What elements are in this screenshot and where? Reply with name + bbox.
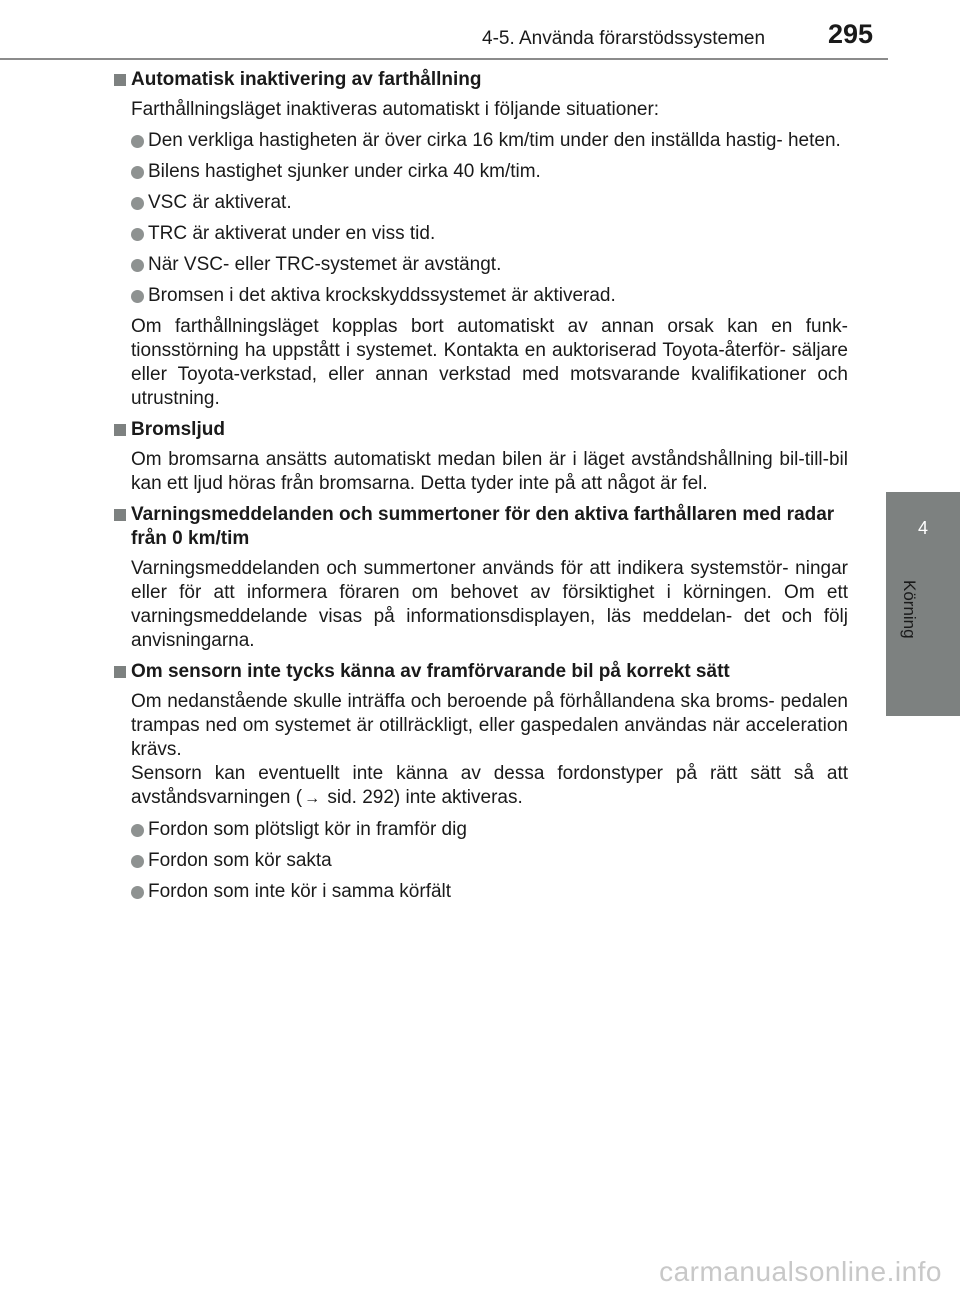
circle-bullet-icon [131, 259, 144, 272]
list-item-text: Fordon som inte kör i samma körfält [148, 881, 452, 902]
right-arrow-icon: → [304, 790, 321, 807]
list-item-text: Den verkliga hastigheten är över cirka 16 km/tim under den inställda hastig- heten. [148, 130, 841, 151]
section-intro: Om nedanstående skulle inträffa och beroende på förhållandena ska broms- pedalen trampas ned om systemet är otillräckligt, eller gaspedalen användas när acceleration krävs. [131, 691, 848, 760]
intro2-text-before: Sensorn kan eventuellt inte känna av dessa fordonstyper på rätt sätt så att avståndsvarningen ( [131, 763, 848, 808]
square-bullet-icon [114, 424, 126, 436]
circle-bullet-icon [131, 855, 144, 868]
page-reference-link[interactable]: sid. 292) inte aktiveras. [327, 787, 523, 808]
circle-bullet-icon [131, 886, 144, 899]
list-item [112, 129, 848, 153]
section-auto-deactivation [112, 68, 848, 411]
list-item [112, 880, 848, 904]
section-heading [112, 68, 848, 92]
section-heading-text: Varningsmeddelanden och summertoner för den aktiva farthållaren med radar från 0 km/tim [131, 504, 835, 549]
square-bullet-icon [114, 74, 126, 86]
page-header [0, 0, 960, 60]
section-intro: Om bromsarna ansätts automatiskt medan bilen är i läget avståndshållning bil-till-bil kan ett ljud höras från bromsarna. Detta tyder inte på att något är fel. [131, 449, 848, 494]
list-item-text: TRC är aktiverat under en viss tid. [148, 223, 436, 244]
section-sensor [112, 660, 848, 904]
section-heading [112, 503, 848, 551]
list-item [112, 818, 848, 842]
chapter-number: 4 [917, 518, 928, 538]
list-item [112, 284, 848, 308]
list-item [112, 222, 848, 246]
list-item-text: Bromsen i det aktiva krockskyddssystemet är aktiverad. [148, 285, 616, 306]
list-item-text: Fordon som kör sakta [148, 850, 332, 871]
list-item-text: När VSC- eller TRC-systemet är avstängt. [148, 254, 502, 275]
list-item [112, 849, 848, 873]
square-bullet-icon [114, 509, 126, 521]
page-content [112, 68, 848, 911]
section-outro: Om farthållningsläget kopplas bort automatiskt av annan orsak kan en funk- tionsstörning ha uppstått i systemet. Kontakta en auktoriserad Toyota-återför- säljare eller Toyota-verkstad, eller annan verkstad med motsvarande kvalifikationer och utrustning. [131, 316, 848, 409]
square-bullet-icon [114, 666, 126, 678]
section-warnings [112, 503, 848, 653]
circle-bullet-icon [131, 166, 144, 179]
circle-bullet-icon [131, 135, 144, 148]
header-divider [0, 58, 888, 60]
list-item [112, 160, 848, 184]
circle-bullet-icon [131, 824, 144, 837]
section-heading-text: Automatisk inaktivering av farthållning [131, 69, 482, 90]
section-title: 4-5. Använda förarstödssystemen [482, 28, 766, 49]
circle-bullet-icon [131, 197, 144, 210]
section-intro: Farthållningsläget inaktiveras automatiskt i följande situationer: [131, 99, 660, 120]
page-number: 295 [828, 19, 874, 49]
list-item [112, 191, 848, 215]
section-brake-noise [112, 418, 848, 496]
chapter-label-container [893, 580, 933, 660]
watermark: carmanualsonline.info [659, 1256, 942, 1287]
list-item-text: Bilens hastighet sjunker under cirka 40 km/tim. [148, 161, 541, 182]
circle-bullet-icon [131, 228, 144, 241]
section-intro: Varningsmeddelanden och summertoner används för att indikera systemstör- ningar eller för att informera föraren om behovet av försiktighet i körningen. Om ett varningsmeddelande visas på informationsdisplayen, läs meddelan- det och följ anvisningarna. [131, 558, 848, 651]
section-heading-text: Bromsljud [131, 419, 225, 440]
circle-bullet-icon [131, 290, 144, 303]
list-item [112, 253, 848, 277]
section-heading [112, 418, 848, 442]
list-item-text: VSC är aktiverat. [148, 192, 292, 213]
bullet-list [112, 818, 848, 904]
chapter-label: Körning [900, 580, 919, 639]
section-heading [112, 660, 848, 684]
bullet-list [112, 129, 848, 308]
section-intro-2 [112, 762, 848, 811]
list-item-text: Fordon som plötsligt kör in framför dig [148, 819, 467, 840]
section-heading-text: Om sensorn inte tycks känna av framförvarande bil på korrekt sätt [131, 661, 730, 682]
